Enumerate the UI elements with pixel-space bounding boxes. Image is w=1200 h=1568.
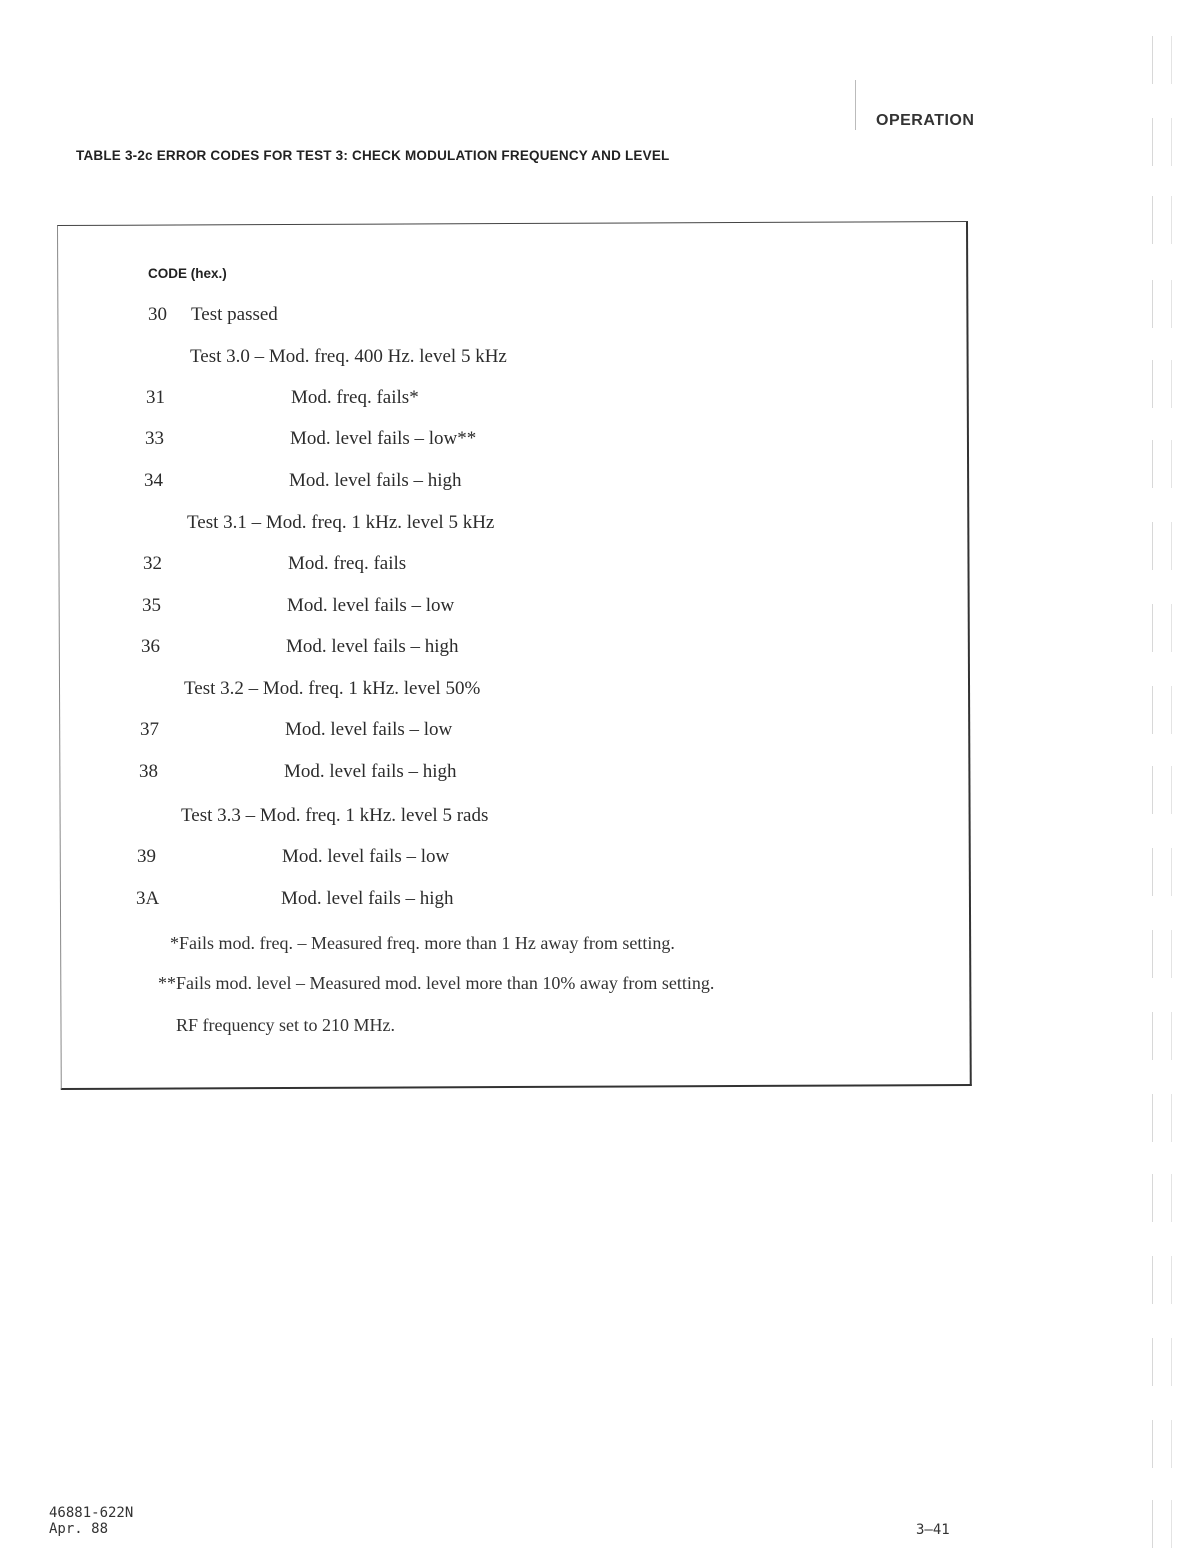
binding-edge-mark [1152, 118, 1172, 166]
doc-id: 46881-622N [49, 1505, 134, 1521]
error-code: 34 [144, 470, 163, 491]
table-caption: TABLE 3-2c ERROR CODES FOR TEST 3: CHECK MODULATION FREQUENCY AND LEVEL [76, 148, 670, 163]
binding-edge-mark [1152, 1420, 1172, 1468]
binding-edge-mark [1152, 196, 1172, 244]
error-code: 31 [146, 387, 165, 408]
binding-edge-mark [1152, 1338, 1172, 1386]
footnote: **Fails mod. level – Measured mod. level more than 10% away from setting. [158, 973, 715, 993]
binding-edge-mark [1152, 848, 1172, 896]
test-heading: Test 3.1 – Mod. freq. 1 kHz. level 5 kHz [187, 512, 495, 533]
doc-date: Apr. 88 [49, 1521, 109, 1537]
section-label: OPERATION [876, 112, 975, 129]
error-description: Mod. level fails – low [285, 719, 453, 740]
error-description: Mod. level fails – low [287, 595, 455, 616]
error-description: Mod. level fails – low [282, 846, 450, 867]
binding-edge-mark [1152, 440, 1172, 488]
binding-edge-mark [1152, 1500, 1172, 1548]
page-number: 3–41 [916, 1522, 950, 1538]
error-description: Mod. level fails – low** [290, 428, 477, 449]
error-code: 37 [140, 719, 159, 740]
error-description: Mod. level fails – high [281, 888, 454, 909]
error-code: 30 [148, 304, 167, 325]
document-number [49, 1505, 133, 1537]
binding-edge-mark [1152, 1256, 1172, 1304]
error-code: 3A [136, 888, 160, 909]
binding-edge-mark [1152, 280, 1172, 328]
binding-edge-mark [1152, 1012, 1172, 1060]
error-description: Mod. level fails – high [284, 761, 457, 782]
binding-edge-mark [1152, 766, 1172, 814]
binding-edge-mark [1152, 604, 1172, 652]
error-description: Test passed [191, 304, 278, 325]
error-description: Mod. level fails – high [289, 470, 462, 491]
section-divider [855, 80, 856, 130]
binding-edge-mark [1152, 686, 1172, 734]
test-heading: Test 3.3 – Mod. freq. 1 kHz. level 5 rads [181, 805, 489, 826]
column-header: CODE (hex.) [148, 266, 227, 281]
error-code: 32 [143, 553, 162, 574]
error-code: 38 [139, 761, 158, 782]
binding-edge-mark [1152, 36, 1172, 84]
footnote: *Fails mod. freq. – Measured freq. more than 1 Hz away from setting. [170, 933, 675, 953]
error-code: 35 [142, 595, 161, 616]
binding-edge-mark [1152, 360, 1172, 408]
footnote: RF frequency set to 210 MHz. [176, 1015, 395, 1035]
test-heading: Test 3.2 – Mod. freq. 1 kHz. level 50% [184, 678, 481, 699]
binding-edge-mark [1152, 930, 1172, 978]
test-heading: Test 3.0 – Mod. freq. 400 Hz. level 5 kHz [190, 346, 507, 367]
error-code: 36 [141, 636, 160, 657]
binding-edge-mark [1152, 1094, 1172, 1142]
binding-edge-mark [1152, 522, 1172, 570]
binding-edge-mark [1152, 1174, 1172, 1222]
error-description: Mod. freq. fails* [291, 387, 419, 408]
error-code: 39 [137, 846, 156, 867]
error-description: Mod. freq. fails [288, 553, 407, 574]
error-description: Mod. level fails – high [286, 636, 459, 657]
error-code: 33 [145, 428, 164, 449]
